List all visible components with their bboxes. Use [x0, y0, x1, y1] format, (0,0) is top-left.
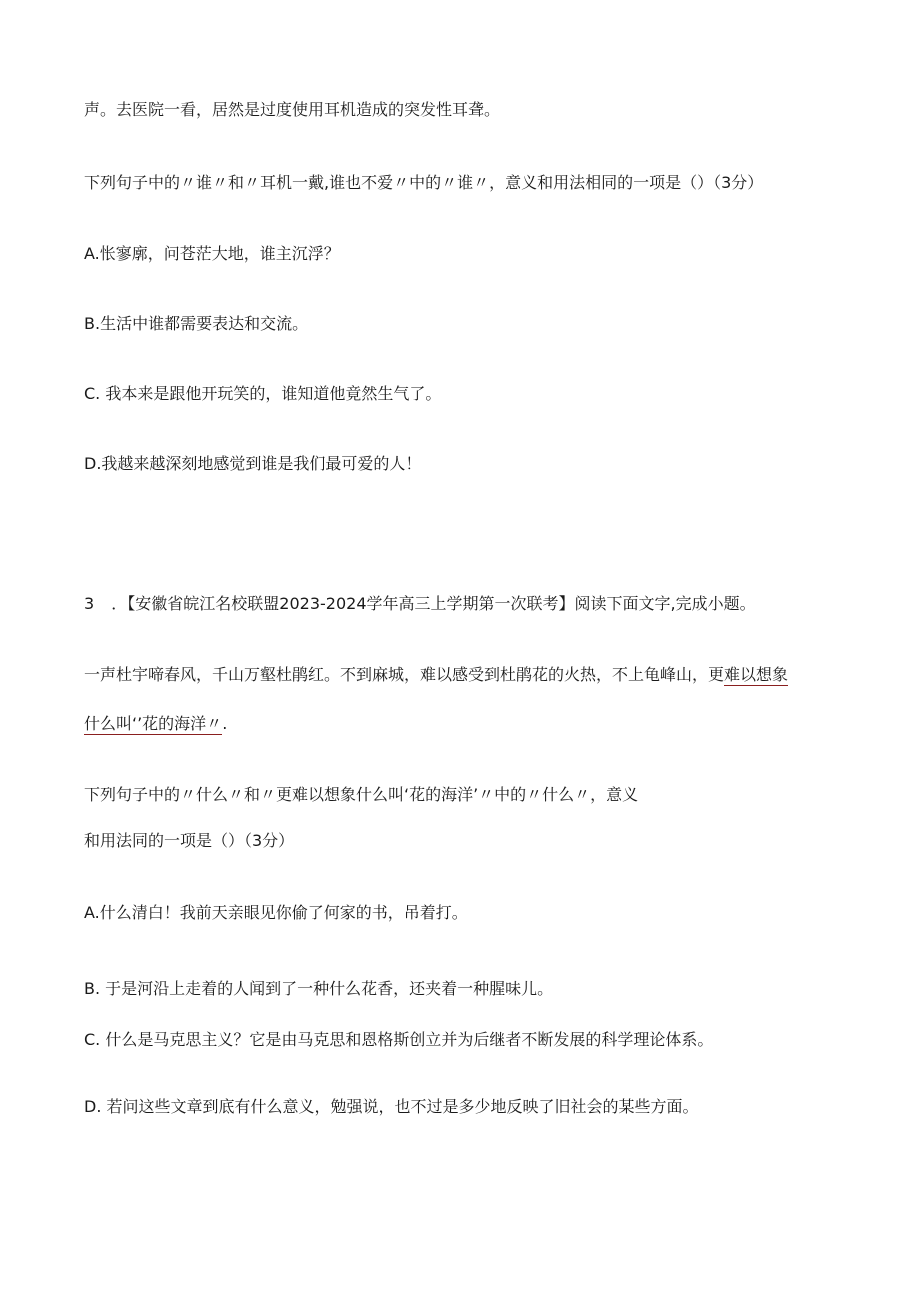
- passage-underlined-phrase-2: 什么叫‘’花的海洋〃: [84, 714, 223, 733]
- question-3-source: ．【安徽省皖江名校联盟2023-2024学年高三上学期第一次联考】阅读下面文字,完成小题。: [111, 594, 756, 613]
- intro-tail-text: 声。去医院一看，居然是过度使用耳机造成的突发性耳聋。: [84, 100, 501, 119]
- question-2-option-a: A.怅寥廓，问苍茫大地，谁主沉浮？: [84, 244, 340, 263]
- passage-line-1: [84, 664, 788, 686]
- question-2-stem: 下列句子中的〃谁〃和〃耳机一戴,谁也不爱〃中的〃谁〃，意义和用法相同的一项是（）（3分）: [84, 173, 764, 192]
- question-3-option-d: D. 若问这些文章到底有什么意义，勉强说，也不过是多少地反映了旧社会的某些方面。: [84, 1097, 699, 1116]
- question-3-stem-line-2: 和用法同的一项是（）（3分）: [84, 831, 295, 850]
- question-2-option-c: C. 我本来是跟他开玩笑的，谁知道他竟然生气了。: [84, 384, 442, 403]
- passage-line-1-text: 一声杜宇啼春风，千山万壑杜鹃红。不到麻城，难以感受到杜鹃花的火热，不上龟峰山，更: [84, 665, 725, 684]
- question-2-option-b: B.生活中谁都需要表达和交流。: [84, 314, 309, 333]
- question-3-option-b: B. 于是河沿上走着的人闻到了一种什么花香，还夹着一种腥味儿。: [84, 979, 554, 998]
- passage-line-2: [84, 713, 227, 735]
- question-3-option-a: A.什么清白！我前天亲眼见你偷了何家的书，吊着打。: [84, 903, 468, 922]
- question-3-header: [84, 593, 756, 615]
- question-3-stem-line-1: 下列句子中的〃什么〃和〃更难以想象什么叫‘花的海洋’〃中的〃什么〃，意义: [84, 785, 639, 804]
- question-2-option-d: D.我越来越深刻地感觉到谁是我们最可爱的人！: [84, 454, 422, 473]
- passage-underlined-phrase-1: 难以想象: [724, 665, 789, 684]
- passage-line-2-tail: .: [222, 714, 228, 733]
- question-3-number: 3: [84, 594, 95, 613]
- question-3-option-c: C. 什么是马克思主义？它是由马克思和恩格斯创立并为后继者不断发展的科学理论体系。: [84, 1030, 714, 1049]
